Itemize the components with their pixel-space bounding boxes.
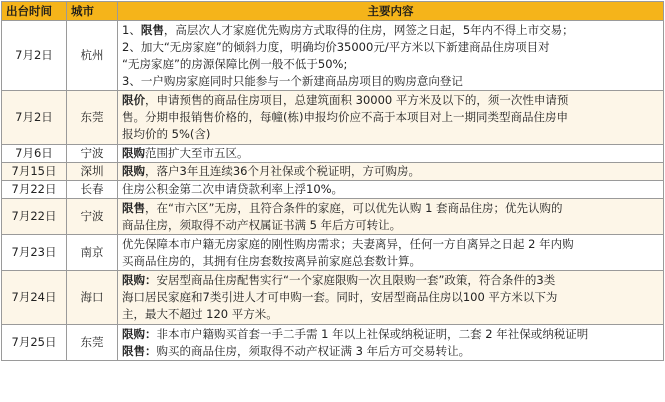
content-keyword: 限购：	[122, 326, 157, 341]
content-text: 2、加大“无房家庭”的倾斜力度，明确均价35000元/平方米以下新建商品住房项目对	[122, 39, 550, 54]
content-keyword: 限购	[122, 146, 145, 160]
content-text: ，申请预售的商品住房项目，总建筑面积 30000 平方米及以下的，须一次性申请预	[145, 93, 569, 107]
row-content	[118, 199, 664, 235]
table-row	[2, 271, 664, 325]
content-line	[122, 326, 659, 343]
content-line	[122, 253, 659, 270]
header-date: 出台时间	[2, 2, 67, 21]
row-content	[118, 145, 664, 163]
row-date: 7月2日	[2, 91, 67, 145]
content-line	[122, 217, 659, 234]
row-content	[118, 325, 664, 361]
row-content	[118, 91, 664, 145]
row-date: 7月24日	[2, 271, 67, 325]
content-text: 范围扩大至市五区。	[145, 146, 249, 160]
policy-table	[1, 1, 664, 361]
row-date: 7月23日	[2, 235, 67, 271]
table-header-row	[2, 2, 664, 21]
content-text: ，落户3年且连续36个月社保或个税证明，方可购房。	[145, 164, 420, 178]
content-text: 3、一户购房家庭同时只能参与一个新建商品房项目的购房意向登记	[122, 73, 463, 88]
content-text: 非本市户籍购买首套一手二手需 1 年以上社保或纳税证明，二套 2 年社保或纳税证明	[156, 326, 589, 341]
content-text: “无房家庭”的房源保障比例一般不低于50%;	[122, 56, 348, 71]
content-line	[122, 109, 659, 126]
content-keyword: 限价	[122, 93, 145, 107]
table-row	[2, 91, 664, 145]
header-content: 主要内容	[118, 2, 664, 21]
content-line	[122, 145, 659, 162]
content-line	[122, 163, 659, 180]
row-city: 宁波	[67, 199, 118, 235]
table-body	[2, 21, 664, 361]
row-city: 长春	[67, 181, 118, 199]
content-line	[122, 289, 659, 306]
row-city: 东莞	[67, 91, 118, 145]
row-city: 杭州	[67, 21, 118, 91]
content-line	[122, 39, 659, 56]
content-line	[122, 200, 659, 217]
row-content	[118, 21, 664, 91]
table-row	[2, 181, 664, 199]
row-date: 7月25日	[2, 325, 67, 361]
content-text: 购买的商品住房，须取得不动产权证满 3 年后方可交易转让。	[156, 343, 471, 358]
content-keyword: 限购	[122, 164, 145, 178]
table-row	[2, 163, 664, 181]
table-row	[2, 199, 664, 235]
row-content	[118, 181, 664, 199]
table-row	[2, 21, 664, 91]
row-date: 7月22日	[2, 199, 67, 235]
content-line	[122, 272, 659, 289]
row-content	[118, 163, 664, 181]
row-date: 7月22日	[2, 181, 67, 199]
table-row	[2, 235, 664, 271]
content-keyword: 限售：	[122, 343, 157, 358]
content-line	[122, 181, 659, 198]
row-content	[118, 271, 664, 325]
content-line	[122, 343, 659, 360]
row-date: 7月2日	[2, 21, 67, 91]
content-text: 商品住房，须取得不动产权属证书满 5 年后方可转让。	[122, 217, 402, 232]
content-line	[122, 236, 659, 253]
content-line	[122, 92, 659, 109]
table-row	[2, 325, 664, 361]
content-text: 安居型商品住房配售实行“一个家庭限购一次且限购一套”政策，符合条件的3类	[156, 273, 556, 287]
content-text: 售。分期申报销售价格的，每幢(栋)申报均价应不高于本项目对上一期同类型商品住房申	[122, 110, 568, 124]
content-text: 主，最大不超过 120 平方米。	[122, 307, 278, 321]
row-date: 7月6日	[2, 145, 67, 163]
content-text: 报均价的 5%(含)	[122, 127, 211, 141]
row-city: 东莞	[67, 325, 118, 361]
content-text: 买商品住房的，其拥有住房套数按离异前家庭总套数计算。	[122, 253, 421, 268]
content-keyword: 限购：	[122, 273, 157, 287]
header-city: 城市	[67, 2, 118, 21]
row-city: 宁波	[67, 145, 118, 163]
row-city: 海口	[67, 271, 118, 325]
content-text: ，在“市六区”无房，且符合条件的家庭，可以优先认购 1 套商品住房；优先认购的	[145, 200, 563, 215]
content-text: 海口居民家庭和7类引进人才可申购一套。同时，安居型商品住房以100 平方米以下为	[122, 290, 558, 304]
content-line	[122, 22, 659, 39]
row-city: 南京	[67, 235, 118, 271]
content-line	[122, 306, 659, 323]
content-text: 住房公积金第二次申请贷款利率上浮10%。	[122, 182, 344, 196]
row-date: 7月15日	[2, 163, 67, 181]
row-city: 深圳	[67, 163, 118, 181]
content-line	[122, 126, 659, 143]
content-text: 优先保障本市户籍无房家庭的刚性购房需求；夫妻离异，任何一方自离异之日起 2 年内购	[122, 236, 574, 251]
content-line	[122, 73, 659, 90]
row-content	[118, 235, 664, 271]
content-keyword: 限售	[140, 22, 164, 37]
content-line	[122, 56, 659, 73]
content-pre: 1、	[122, 22, 141, 37]
content-text: ，高层次人才家庭优先购房方式取得的住房，网签之日起，5年内不得上市交易；	[163, 22, 574, 37]
content-keyword: 限售	[122, 200, 145, 215]
table-row	[2, 145, 664, 163]
